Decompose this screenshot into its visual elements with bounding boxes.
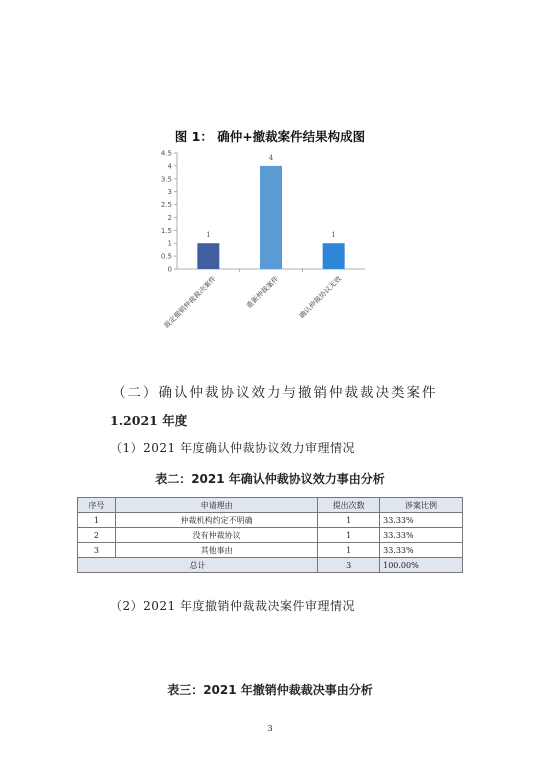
y-tick-label: 3 [167,188,172,197]
table-row [78,513,463,528]
figure-title: 图 1： 确仲+撤裁案件结果构成图 [174,129,366,144]
header-ratio: 涉案比例 [380,498,463,513]
row-count: 1 [318,543,380,558]
row-ratio: 33.33% [380,528,463,543]
subsection-heading-1: （1）2021 年度确认仲裁协议效力审理情况 [110,441,355,455]
year-heading: 1.2021 年度 [110,413,188,428]
table-header-row [78,498,463,513]
subsection-heading-2: （2）2021 年度撤销仲裁裁决案件审理情况 [110,599,355,613]
row-count: 1 [318,513,380,528]
category-label: 重新仲裁案件 [245,274,281,311]
data-label: 4 [268,153,274,162]
y-tick-label: 2 [167,213,172,222]
y-tick-label: 4.5 [160,149,172,158]
table3-title: 表三：2021 年撤销仲裁裁决事由分析 [167,683,373,697]
table-total-row [78,558,463,573]
header-reason: 申请理由 [115,498,317,513]
total-count: 3 [318,558,380,573]
category-label: 裁定撤销仲裁裁决案件 [162,274,218,330]
y-tick-label: 0.5 [160,252,172,261]
row-reason: 其他事由 [115,543,317,558]
data-label: 1 [331,231,336,240]
bar-chart [150,145,380,355]
row-ratio: 33.33% [380,543,463,558]
row-index: 2 [78,528,116,543]
data-label: 1 [206,231,211,240]
header-index: 序号 [78,498,116,513]
section-heading: （二）确认仲裁协议效力与撤销仲裁裁决类案件 [112,385,438,401]
bar [197,243,219,269]
table2-title: 表二：2021 年确认仲裁协议效力事由分析 [155,472,385,486]
total-ratio: 100.00% [380,558,463,573]
y-tick-label: 1 [167,239,172,248]
category-label: 确认仲裁协议无效 [297,274,344,321]
bar [323,243,345,269]
row-count: 1 [318,528,380,543]
table-row [78,528,463,543]
row-ratio: 33.33% [380,513,463,528]
row-reason: 没有仲裁协议 [115,528,317,543]
table-row [78,543,463,558]
header-count: 提出次数 [318,498,380,513]
y-tick-label: 2.5 [160,201,172,210]
y-tick-label: 4 [167,162,172,171]
y-tick-label: 0 [167,265,172,274]
reasons-table [77,497,463,573]
page-number: 3 [267,724,273,733]
row-index: 3 [78,543,116,558]
row-index: 1 [78,513,116,528]
bar [260,166,282,269]
total-label: 总计 [78,558,318,573]
y-tick-label: 1.5 [160,226,172,235]
y-tick-label: 3.5 [160,175,172,184]
row-reason: 仲裁机构约定不明确 [115,513,317,528]
